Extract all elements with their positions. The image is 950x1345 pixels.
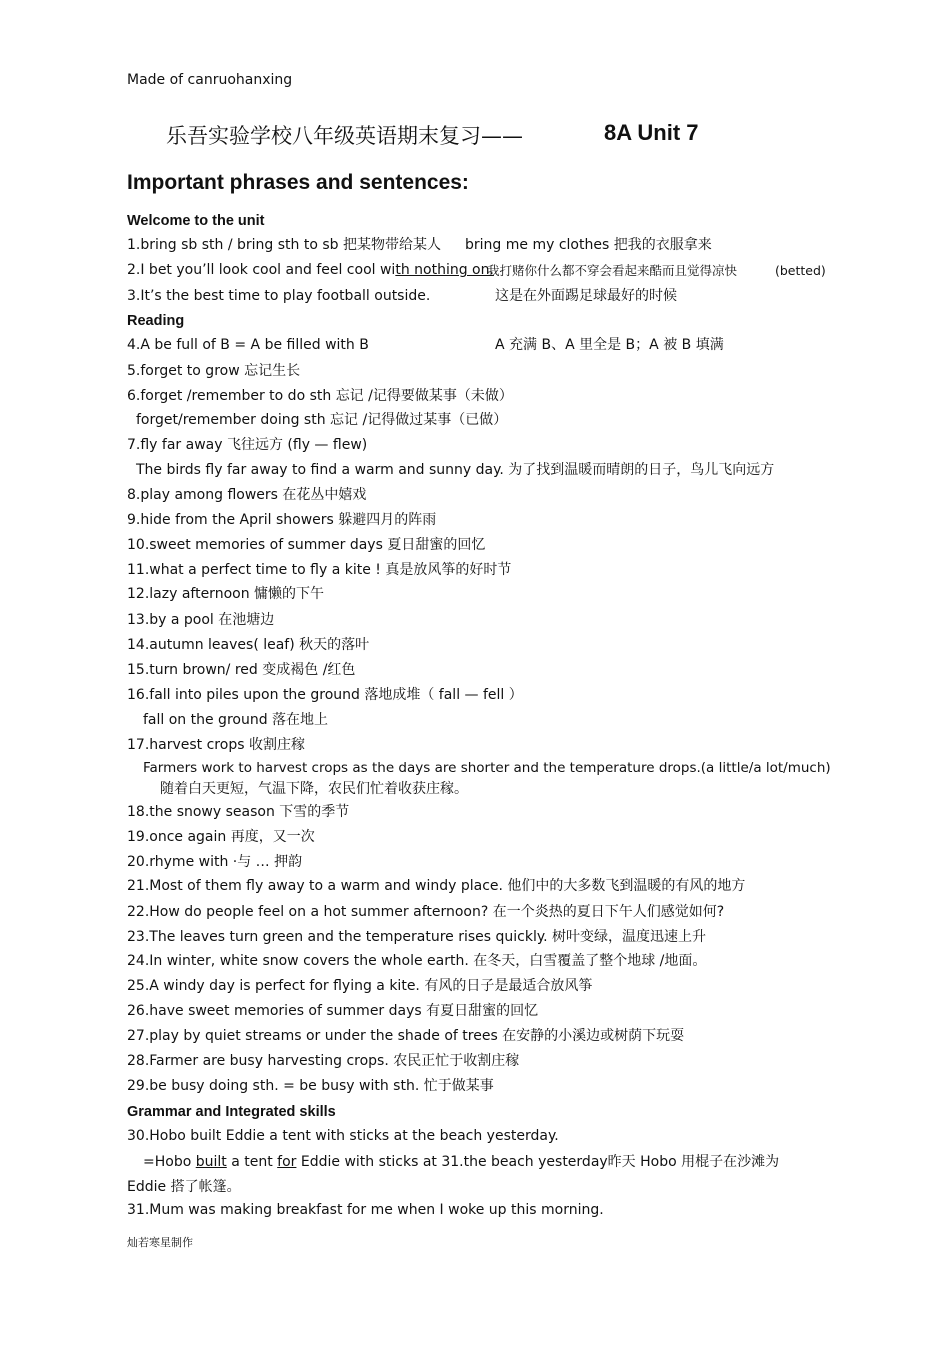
list-item: 19.once again 再度，又一次 <box>127 829 315 845</box>
list-item: 10.sweet memories of summer days 夏日甜蜜的回忆 <box>127 537 486 553</box>
list-item: Farmers work to harvest crops as the days are shorter and the temperature drops.(a little/a lot/much) <box>143 760 831 776</box>
list-item-translation: A 充满 B、A 里全是 B；A 被 B 填满 <box>495 337 724 353</box>
section-reading: Reading <box>127 313 185 329</box>
underlined-text: built <box>195 1154 227 1170</box>
list-item: 16.fall into piles upon the ground 落地成堆（ fall — fell ） <box>127 687 523 703</box>
item-text: =Hobo <box>143 1154 196 1170</box>
underlined-text: for <box>277 1154 297 1170</box>
item-text: 2.I bet you’ll look cool and feel cool wi <box>127 262 396 278</box>
list-item: 1.bring sb sth / bring sth to sb 把某物带给某人 <box>127 237 441 253</box>
list-item: 3.It’s the best time to play football outside. <box>127 288 431 304</box>
list-item: 24.In winter, white snow covers the whole earth. 在冬天，白雪覆盖了整个地球 /地面。 <box>127 953 707 969</box>
list-item: 7.fly far away 飞往远方 (fly — flew) <box>127 437 368 453</box>
list-item: 26.have sweet memories of summer days 有夏日甜蜜的回忆 <box>127 1003 539 1019</box>
item-text: a tent <box>226 1154 278 1170</box>
list-item <box>143 1153 779 1171</box>
list-item: 15.turn brown/ red 变成褐色 /红色 <box>127 662 356 678</box>
list-item: 6.forget /remember to do sth 忘记 /记得要做某事（未做） <box>127 388 513 404</box>
list-item: 20.rhyme with ·与 … 押韵 <box>127 854 303 870</box>
page-title-unit: 8A Unit 7 <box>604 120 699 145</box>
list-item: 18.the snowy season 下雪的季节 <box>127 804 350 820</box>
list-item: 13.by a pool 在池塘边 <box>127 612 275 628</box>
list-item: 23.The leaves turn green and the temperature rises quickly. 树叶变绿，温度迅速上升 <box>127 929 707 945</box>
list-item: 22.How do people feel on a hot summer afternoon? 在一个炎热的夏日下午人们感觉如何? <box>127 904 725 920</box>
note: (betted) <box>775 263 826 278</box>
made-of-header: Made of canruohanxing <box>127 72 293 88</box>
section-grammar: Grammar and Integrated skills <box>127 1104 336 1120</box>
list-item: 25.A windy day is perfect for flying a kite. 有风的日子是最适合放风筝 <box>127 978 593 994</box>
list-item: 14.autumn leaves( leaf) 秋天的落叶 <box>127 637 370 653</box>
item-text: Eddie with sticks at 31.the beach yesterday昨天 Hobo 用棍子在沙滩为 <box>296 1154 780 1170</box>
list-item: 17.harvest crops 收割庄稼 <box>127 737 305 753</box>
list-item: 12.lazy afternoon 慵懒的下午 <box>127 586 325 602</box>
list-item: 28.Farmer are busy harvesting crops. 农民正忙于收割庄稼 <box>127 1053 520 1069</box>
list-item: 11.what a perfect time to fly a kite ! 真是放风筝的好时节 <box>127 562 512 578</box>
list-item: 21.Most of them fly away to a warm and windy place. 他们中的大多数飞到温暖的有风的地方 <box>127 878 746 894</box>
underlined-text: th nothing on. <box>395 262 494 278</box>
list-item: 27.play by quiet streams or under the shade of trees 在安静的小溪边或树荫下玩耍 <box>127 1028 685 1044</box>
section-heading: Important phrases and sentences: <box>127 171 469 194</box>
list-item: 9.hide from the April showers 躲避四月的阵雨 <box>127 512 437 528</box>
list-item-translation: bring me my clothes 把我的衣服拿来 <box>465 237 712 253</box>
list-item: 29.be busy doing sth. = be busy with sth. 忙于做某事 <box>127 1078 494 1094</box>
list-item: 8.play among flowers 在花丛中嬉戏 <box>127 487 367 503</box>
list-item-translation: 这是在外面踢足球最好的时候 <box>495 288 677 304</box>
list-item: forget/remember doing sth 忘记 /记得做过某事（已做） <box>136 412 508 428</box>
list-item-translation: 我打赌你什么都不穿会看起来酷而且觉得凉快 <box>487 263 738 278</box>
list-item: The birds fly far away to find a warm and sunny day. 为了找到温暖而晴朗的日子，鸟儿飞向远方 <box>136 462 775 478</box>
list-item <box>127 261 494 279</box>
list-item: 30.Hobo built Eddie a tent with sticks at the beach yesterday. <box>127 1128 559 1144</box>
list-item: fall on the ground 落在地上 <box>143 712 329 728</box>
list-item: 31.Mum was making breakfast for me when I woke up this morning. <box>127 1202 604 1218</box>
list-item: 5.forget to grow 忘记生长 <box>127 363 301 379</box>
page-footer: 灿若寒星制作 <box>127 1236 193 1249</box>
section-welcome: Welcome to the unit <box>127 213 265 229</box>
list-item-translation: 随着白天更短，气温下降，农民们忙着收获庄稼。 <box>160 781 468 797</box>
list-item: 4.A be full of B = A be filled with B <box>127 337 369 353</box>
list-item: Eddie 搭了帐篷。 <box>127 1179 241 1195</box>
page-title-chinese: 乐吾实验学校八年级英语期末复习—— <box>166 124 523 148</box>
